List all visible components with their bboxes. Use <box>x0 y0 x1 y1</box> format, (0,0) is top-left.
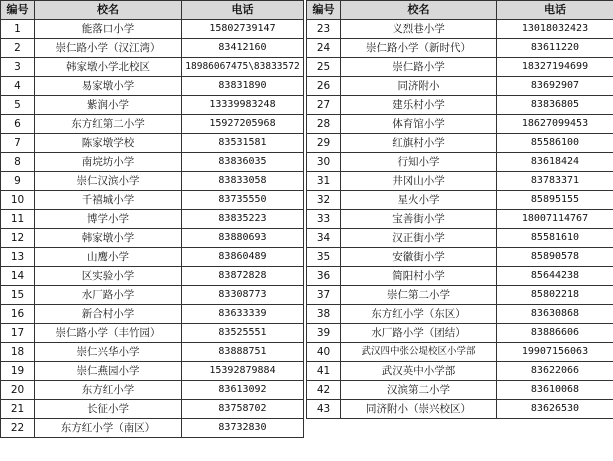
cell-school: 武汉英中小学部 <box>341 362 497 381</box>
cell-phone: 13018032423 <box>497 20 613 39</box>
table-row <box>307 324 613 343</box>
cell-school: 韩家墩小学北校区 <box>35 58 182 77</box>
table-row <box>1 115 304 134</box>
cell-phone: 85895155 <box>497 191 613 210</box>
header-school: 校名 <box>35 1 182 20</box>
cell-school: 体育馆小学 <box>341 115 497 134</box>
cell-phone: 83860489 <box>182 248 304 267</box>
school-table-left <box>0 0 304 438</box>
cell-number: 42 <box>307 381 341 400</box>
cell-school: 崇仁路小学（新时代） <box>341 39 497 58</box>
table-row <box>307 400 613 419</box>
cell-school: 东方红小学（南区） <box>35 419 182 438</box>
cell-school: 东方红小学（东区） <box>341 305 497 324</box>
cell-school: 水厂路小学（团结） <box>341 324 497 343</box>
cell-school: 水厂路小学 <box>35 286 182 305</box>
cell-phone: 83611220 <box>497 39 613 58</box>
cell-school: 南垸坊小学 <box>35 153 182 172</box>
cell-phone: 83888751 <box>182 343 304 362</box>
cell-school: 山鹰小学 <box>35 248 182 267</box>
table-row <box>307 343 613 362</box>
cell-number: 26 <box>307 77 341 96</box>
cell-phone: 85802218 <box>497 286 613 305</box>
cell-number: 14 <box>1 267 35 286</box>
cell-school: 简阳村小学 <box>341 267 497 286</box>
cell-number: 16 <box>1 305 35 324</box>
table-header-row <box>1 1 304 20</box>
cell-number: 20 <box>1 381 35 400</box>
table-row <box>307 362 613 381</box>
table-row <box>1 77 304 96</box>
cell-school: 东方红第二小学 <box>35 115 182 134</box>
cell-number: 38 <box>307 305 341 324</box>
cell-school: 汉滨第二小学 <box>341 381 497 400</box>
cell-number: 37 <box>307 286 341 305</box>
cell-phone: 83525551 <box>182 324 304 343</box>
cell-school: 崇仁路小学 <box>341 58 497 77</box>
cell-phone: 83732830 <box>182 419 304 438</box>
cell-school: 崇仁路小学（丰竹园） <box>35 324 182 343</box>
cell-number: 24 <box>307 39 341 58</box>
cell-number: 21 <box>1 400 35 419</box>
cell-number: 40 <box>307 343 341 362</box>
cell-phone: 18007114767 <box>497 210 613 229</box>
cell-school: 千禧城小学 <box>35 191 182 210</box>
cell-phone: 18986067475\83833572 <box>182 58 304 77</box>
cell-school: 紫润小学 <box>35 96 182 115</box>
cell-number: 30 <box>307 153 341 172</box>
cell-phone: 83886606 <box>497 324 613 343</box>
table-row <box>1 191 304 210</box>
cell-phone: 85890578 <box>497 248 613 267</box>
cell-number: 23 <box>307 20 341 39</box>
cell-phone: 83692907 <box>497 77 613 96</box>
cell-phone: 19907156063 <box>497 343 613 362</box>
cell-school: 陈家墩学校 <box>35 134 182 153</box>
cell-number: 39 <box>307 324 341 343</box>
cell-number: 9 <box>1 172 35 191</box>
cell-school: 宝善街小学 <box>341 210 497 229</box>
cell-number: 32 <box>307 191 341 210</box>
cell-school: 同济附小（崇兴校区） <box>341 400 497 419</box>
table-row <box>1 419 304 438</box>
cell-number: 25 <box>307 58 341 77</box>
cell-number: 11 <box>1 210 35 229</box>
cell-number: 22 <box>1 419 35 438</box>
cell-school: 区实验小学 <box>35 267 182 286</box>
table-row <box>307 96 613 115</box>
cell-phone: 83412160 <box>182 39 304 58</box>
cell-phone: 83758702 <box>182 400 304 419</box>
cell-number: 2 <box>1 39 35 58</box>
cell-phone: 83783371 <box>497 172 613 191</box>
cell-phone: 15927205968 <box>182 115 304 134</box>
table-row <box>307 267 613 286</box>
cell-phone: 15392879884 <box>182 362 304 381</box>
cell-school: 崇仁汉滨小学 <box>35 172 182 191</box>
cell-phone: 83836805 <box>497 96 613 115</box>
table-row <box>1 210 304 229</box>
table-row <box>1 362 304 381</box>
cell-number: 41 <box>307 362 341 381</box>
cell-school: 韩家墩小学 <box>35 229 182 248</box>
header-phone: 电话 <box>497 1 613 20</box>
table-row <box>307 58 613 77</box>
cell-phone: 83618424 <box>497 153 613 172</box>
cell-number: 7 <box>1 134 35 153</box>
cell-number: 6 <box>1 115 35 134</box>
cell-number: 17 <box>1 324 35 343</box>
cell-school: 井冈山小学 <box>341 172 497 191</box>
table-row <box>307 286 613 305</box>
cell-number: 3 <box>1 58 35 77</box>
table-row <box>1 58 304 77</box>
cell-school: 红旗村小学 <box>341 134 497 153</box>
table-row <box>1 324 304 343</box>
cell-school: 新合村小学 <box>35 305 182 324</box>
table-row <box>307 77 613 96</box>
cell-number: 29 <box>307 134 341 153</box>
cell-number: 1 <box>1 20 35 39</box>
table-row <box>1 20 304 39</box>
cell-number: 28 <box>307 115 341 134</box>
header-school: 校名 <box>341 1 497 20</box>
table-row <box>307 39 613 58</box>
table-row <box>307 115 613 134</box>
cell-number: 13 <box>1 248 35 267</box>
cell-school: 东方红小学 <box>35 381 182 400</box>
table-row <box>307 191 613 210</box>
cell-school: 长征小学 <box>35 400 182 419</box>
table-row <box>1 248 304 267</box>
table-row <box>307 381 613 400</box>
table-row <box>307 134 613 153</box>
cell-phone: 83835223 <box>182 210 304 229</box>
cell-phone: 85581610 <box>497 229 613 248</box>
cell-phone: 83833058 <box>182 172 304 191</box>
table-row <box>1 153 304 172</box>
cell-number: 31 <box>307 172 341 191</box>
cell-phone: 13339983248 <box>182 96 304 115</box>
cell-school: 汉正街小学 <box>341 229 497 248</box>
table-row <box>307 153 613 172</box>
cell-number: 5 <box>1 96 35 115</box>
cell-phone: 83610068 <box>497 381 613 400</box>
table-row <box>1 400 304 419</box>
table-row <box>307 248 613 267</box>
header-num: 编号 <box>307 1 341 20</box>
cell-phone: 85586100 <box>497 134 613 153</box>
table-row <box>1 381 304 400</box>
header-num: 编号 <box>1 1 35 20</box>
cell-phone: 83633339 <box>182 305 304 324</box>
cell-number: 36 <box>307 267 341 286</box>
cell-school: 星火小学 <box>341 191 497 210</box>
cell-number: 18 <box>1 343 35 362</box>
cell-school: 安徽街小学 <box>341 248 497 267</box>
cell-number: 19 <box>1 362 35 381</box>
table-row <box>307 20 613 39</box>
cell-phone: 15802739147 <box>182 20 304 39</box>
school-table-right <box>306 0 613 419</box>
table-row <box>1 39 304 58</box>
cell-number: 27 <box>307 96 341 115</box>
cell-phone: 83308773 <box>182 286 304 305</box>
table-row <box>1 343 304 362</box>
table-row <box>1 134 304 153</box>
cell-phone: 18627099453 <box>497 115 613 134</box>
cell-school: 崇仁第二小学 <box>341 286 497 305</box>
cell-phone: 83872828 <box>182 267 304 286</box>
cell-number: 43 <box>307 400 341 419</box>
cell-number: 4 <box>1 77 35 96</box>
table-row <box>1 286 304 305</box>
cell-number: 34 <box>307 229 341 248</box>
table-row <box>1 267 304 286</box>
table-row <box>307 305 613 324</box>
cell-phone: 85644238 <box>497 267 613 286</box>
table-row <box>307 172 613 191</box>
cell-phone: 83613092 <box>182 381 304 400</box>
table-row <box>1 172 304 191</box>
cell-phone: 83531581 <box>182 134 304 153</box>
table-row <box>1 96 304 115</box>
table-header-row <box>307 1 613 20</box>
cell-school: 建乐村小学 <box>341 96 497 115</box>
header-phone: 电话 <box>182 1 304 20</box>
cell-school: 义烈巷小学 <box>341 20 497 39</box>
cell-number: 35 <box>307 248 341 267</box>
cell-phone: 83735550 <box>182 191 304 210</box>
table-row <box>1 305 304 324</box>
cell-number: 8 <box>1 153 35 172</box>
cell-number: 12 <box>1 229 35 248</box>
cell-school: 能落口小学 <box>35 20 182 39</box>
cell-number: 33 <box>307 210 341 229</box>
cell-phone: 18327194699 <box>497 58 613 77</box>
cell-phone: 83630868 <box>497 305 613 324</box>
cell-school: 同济附小 <box>341 77 497 96</box>
cell-phone: 83836035 <box>182 153 304 172</box>
cell-school: 崇仁燕园小学 <box>35 362 182 381</box>
table-row <box>1 229 304 248</box>
cell-number: 10 <box>1 191 35 210</box>
cell-school: 崇仁路小学（汉江湾） <box>35 39 182 58</box>
cell-school: 易家墩小学 <box>35 77 182 96</box>
cell-phone: 83831890 <box>182 77 304 96</box>
cell-school: 崇仁兴华小学 <box>35 343 182 362</box>
cell-school: 行知小学 <box>341 153 497 172</box>
cell-phone: 83880693 <box>182 229 304 248</box>
cell-phone: 83626530 <box>497 400 613 419</box>
cell-school: 武汉四中张公堤校区小学部 <box>341 343 497 362</box>
table-row <box>307 229 613 248</box>
cell-number: 15 <box>1 286 35 305</box>
cell-school: 博学小学 <box>35 210 182 229</box>
cell-phone: 83622066 <box>497 362 613 381</box>
table-row <box>307 210 613 229</box>
